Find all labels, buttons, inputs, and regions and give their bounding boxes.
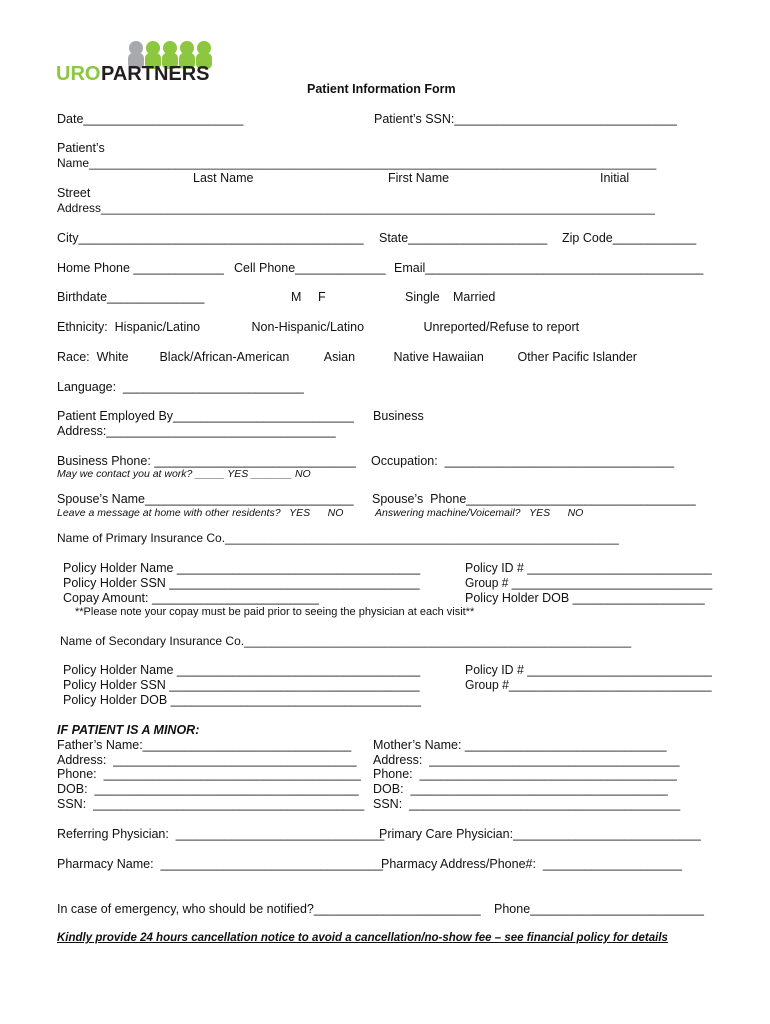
employer-field[interactable]: Patient Employed By__________________________ (57, 409, 354, 423)
city-field[interactable]: City_________________________________________ (57, 231, 364, 245)
race-asian-option[interactable]: Asian (321, 350, 356, 364)
email-field[interactable]: Email________________________________________ (394, 261, 704, 275)
date-field[interactable]: Date_______________________ (57, 112, 244, 126)
father-phone-field[interactable]: Phone: _____________________________________ (57, 767, 361, 781)
pharmacy-address-field[interactable]: Pharmacy Address/Phone#: ____________________ (381, 857, 682, 871)
ethnicity-unreported-option[interactable]: Unreported/Refuse to report (420, 320, 580, 334)
spouse-name-field[interactable]: Spouse’s Name______________________________ (57, 492, 354, 506)
business-phone-field[interactable]: Business Phone: _____________________________ (57, 454, 356, 468)
father-ssn-field[interactable]: SSN: _______________________________________ (57, 797, 365, 811)
primary-group-field[interactable]: Group # ______________________________ (465, 576, 713, 590)
leave-message-field[interactable]: Leave a message at home with other residents? YES NO (57, 507, 344, 519)
secondary-insurance-field[interactable]: Name of Secondary Insurance Co.__________________________________________________________ (60, 634, 632, 648)
race-pacific-option[interactable]: Other Pacific Islander (514, 350, 637, 364)
first-name-label: First Name (388, 171, 450, 185)
ssn-field[interactable]: Patient’s SSN:________________________________ (374, 112, 677, 126)
birthdate-field[interactable]: Birthdate______________ (57, 290, 205, 304)
contact-at-work-field[interactable]: May we contact you at work? _____ YES _______ NO (57, 468, 311, 480)
mother-dob-field[interactable]: DOB: _____________________________________ (373, 782, 668, 796)
mother-address-field[interactable]: Address: ____________________________________ (373, 753, 680, 767)
sex-male-option[interactable]: M (291, 290, 302, 304)
mother-name-field[interactable]: Mother’s Name: _____________________________ (373, 738, 667, 752)
mother-ssn-field[interactable]: SSN: _______________________________________ (373, 797, 681, 811)
secondary-holder-name-field[interactable]: Policy Holder Name ___________________________________ (63, 663, 421, 677)
street-address-field[interactable]: Address___________________________________________________________________________________ (57, 201, 655, 215)
primary-insurance-field[interactable]: Name of Primary Insurance Co.___________________________________________________________ (57, 531, 619, 545)
zip-field[interactable]: Zip Code____________ (562, 231, 697, 245)
mother-phone-field[interactable]: Phone: _____________________________________ (373, 767, 677, 781)
initial-label: Initial (600, 171, 630, 185)
employer-address-field[interactable]: Address:_________________________________ (57, 424, 336, 438)
logo-partners: PARTNERS (101, 63, 210, 84)
race-white-option[interactable]: Race: White (57, 350, 129, 364)
logo-uro: URO (56, 63, 101, 84)
form-title: Patient Information Form (307, 82, 456, 96)
uropartners-logo (56, 40, 216, 84)
secondary-group-field[interactable]: Group #______________________________ (465, 678, 712, 692)
ethnicity-non-hispanic-option[interactable]: Non-Hispanic/Latino (248, 320, 365, 334)
home-phone-field[interactable]: Home Phone _____________ (57, 261, 224, 275)
secondary-holder-ssn-field[interactable]: Policy Holder SSN ____________________________________ (63, 678, 420, 692)
language-field[interactable]: Language: __________________________ (57, 380, 304, 394)
emergency-phone-field[interactable]: Phone_________________________ (494, 902, 704, 916)
cancellation-notice: Kindly provide 24 hours cancellation notice to avoid a cancellation/no-show fee – see financial policy for details (57, 932, 668, 944)
primary-policy-id-field[interactable]: Policy ID # ___________________________ (465, 561, 712, 575)
father-name-field[interactable]: Father’s Name:______________________________ (57, 738, 352, 752)
ethnicity-hispanic-option[interactable]: Ethnicity: Hispanic/Latino (57, 320, 201, 334)
race-black-option[interactable]: Black/African-American (156, 350, 290, 364)
name-field[interactable]: Name_____________________________________________________________________________________ (57, 156, 657, 170)
cell-phone-field[interactable]: Cell Phone_____________ (234, 261, 386, 275)
secondary-holder-dob-field[interactable]: Policy Holder DOB ____________________________________ (63, 693, 421, 707)
minor-heading: IF PATIENT IS A MINOR: (57, 723, 200, 737)
sex-female-option[interactable]: F (318, 290, 326, 304)
name-label: Patient’s (57, 141, 105, 155)
emergency-contact-field[interactable]: In case of emergency, who should be notified?________________________ (57, 902, 481, 916)
primary-holder-name-field[interactable]: Policy Holder Name ___________________________________ (63, 561, 421, 575)
street-label: Street (57, 186, 91, 200)
spouse-phone-field[interactable]: Spouse’s Phone_________________________________ (372, 492, 696, 506)
business-label: Business (373, 409, 424, 423)
pharmacy-name-field[interactable]: Pharmacy Name: ________________________________ (57, 857, 383, 871)
father-dob-field[interactable]: DOB: ______________________________________ (57, 782, 359, 796)
referring-physician-field[interactable]: Referring Physician: ______________________________ (57, 827, 385, 841)
race-hawaiian-option[interactable]: Native Hawaiian (390, 350, 484, 364)
state-field[interactable]: State____________________ (379, 231, 548, 245)
occupation-field[interactable]: Occupation: _________________________________ (371, 454, 675, 468)
married-option[interactable]: Married (453, 290, 496, 304)
primary-holder-dob-field[interactable]: Policy Holder DOB ___________________ (465, 591, 705, 605)
secondary-policy-id-field[interactable]: Policy ID # ___________________________ (465, 663, 712, 677)
primary-care-physician-field[interactable]: Primary Care Physician:___________________________ (379, 827, 701, 841)
answering-machine-field[interactable]: Answering machine/Voicemail? YES NO (375, 507, 584, 519)
copay-field[interactable]: Copay Amount: ________________________ (63, 591, 319, 605)
last-name-label: Last Name (193, 171, 254, 185)
copay-note: **Please note your copay must be paid prior to seeing the physician at each visit** (75, 606, 475, 618)
father-address-field[interactable]: Address: ___________________________________ (57, 753, 357, 767)
primary-holder-ssn-field[interactable]: Policy Holder SSN ____________________________________ (63, 576, 420, 590)
single-option[interactable]: Single (405, 290, 440, 304)
